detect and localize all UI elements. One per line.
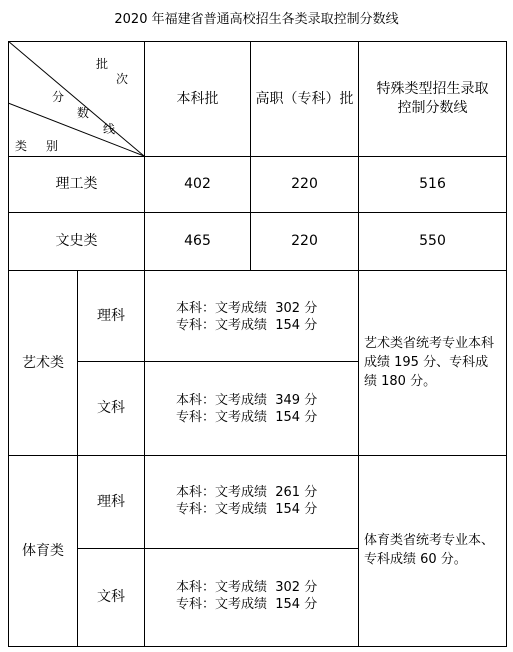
art-science-label: 理科 — [97, 307, 125, 324]
col-header-special: 特殊类型招生录取控制分数线 — [376, 81, 489, 116]
art-liberal-scores: 本科：文考成绩 349 分 专科：文考成绩 154 分 — [176, 393, 318, 425]
rule-subcat-2 — [144, 270, 145, 646]
art-science-scores: 本科：文考成绩 302 分 专科：文考成绩 154 分 — [176, 301, 318, 333]
diagonal-header-lines — [8, 41, 145, 157]
col-header-vocational: 高职（专科）批 — [255, 90, 354, 107]
col-header-regular: 本科批 — [176, 90, 219, 107]
sports-category-label: 体育类 — [22, 542, 64, 559]
art-category-label: 艺术类 — [22, 354, 64, 371]
score-table — [8, 41, 507, 647]
diag-category-char-2: 别 — [46, 139, 59, 153]
art-liberal-label: 文科 — [97, 400, 125, 416]
diag-score-char-2: 数 — [77, 106, 90, 120]
liberal-special-score: 550 — [419, 233, 446, 249]
diag-category-char-1: 类 — [15, 139, 28, 153]
diag-batch-char-1: 批 — [96, 57, 109, 71]
science-vocational-score: 220 — [291, 176, 318, 192]
liberal-regular-score: 465 — [184, 233, 211, 249]
sports-liberal-scores: 本科：文考成绩 302 分 专科：文考成绩 154 分 — [176, 580, 318, 612]
science-special-score: 516 — [419, 176, 446, 192]
art-special-note: 艺术类省统考专业本科成绩 195 分、专科成绩 180 分。 — [364, 336, 495, 389]
liberal-vocational-score: 220 — [291, 233, 318, 249]
science-regular-score: 402 — [184, 176, 211, 192]
sports-science-scores: 本科：文考成绩 261 分 专科：文考成绩 154 分 — [176, 485, 318, 517]
row-label-science: 理工类 — [55, 176, 98, 192]
diag-score-char-1: 分 — [52, 90, 65, 104]
row-label-liberal: 文史类 — [55, 233, 98, 249]
sports-special-note: 体育类省统考专业本、专科成绩 60 分。 — [364, 533, 495, 567]
sports-liberal-label: 文科 — [97, 589, 125, 605]
diag-batch-char-2: 次 — [116, 72, 129, 86]
table-border-bottom — [8, 646, 507, 647]
document-title: 2020 年福建省普通高校招生各类录取控制分数线 — [114, 12, 399, 27]
table-border-right — [506, 41, 507, 647]
sports-science-label: 理科 — [97, 493, 125, 510]
diag-score-char-3: 线 — [103, 122, 116, 136]
